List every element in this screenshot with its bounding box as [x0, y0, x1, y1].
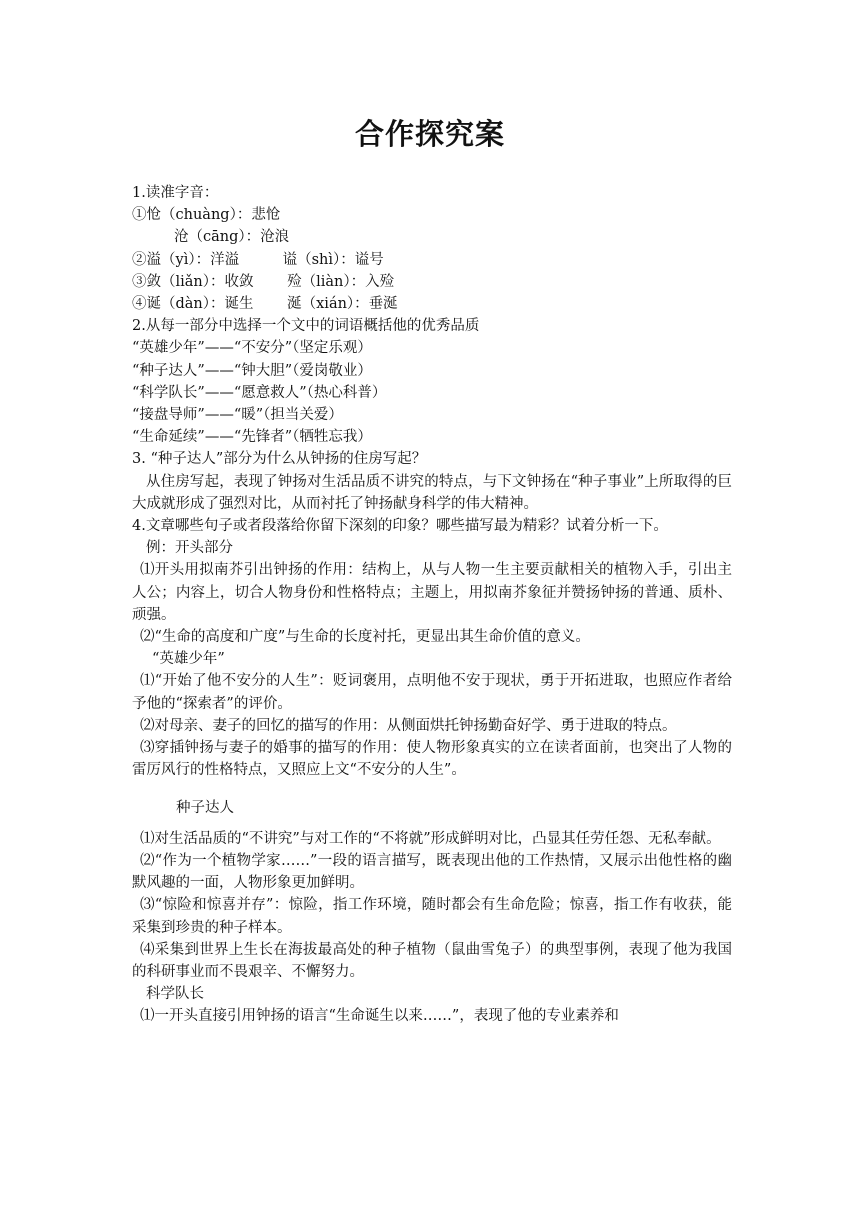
quality-line: “种子达人”——“钟大胆”（爱岗敬业）: [132, 362, 372, 379]
pronunciation-line: ④诞（dàn）：诞生 涎（xián）：垂涎: [132, 296, 398, 313]
analysis-item: ⑷采集到世界上生长在海拔最高处的种子植物（鼠曲雪兔子）的典型事例，表现了他为我国的科研事业而不畏艰辛、不懈努力。: [132, 941, 732, 980]
pronunciation-line: ①怆（chuàng）：悲怆: [132, 207, 281, 224]
quality-line: “生命延续”——“先锋者”（牺牲忘我）: [132, 429, 372, 446]
document-body: [132, 182, 732, 1028]
question-3-heading: 3. “种子达人”部分为什么从钟扬的住房写起？: [132, 451, 427, 468]
quality-line: “科学队长”——“愿意救人”（热心科普）: [132, 384, 387, 401]
pronunciation-line: 沧（cāng）：沧浪: [174, 229, 290, 246]
section-label-science: 科学队长: [146, 986, 204, 1003]
quality-line: “接盘导师”——“暖”（担当关爱）: [132, 407, 343, 424]
question-4-heading: 4.文章哪些句子或者段落给你留下深刻的印象？哪些描写最为精彩？试着分析一下。: [132, 518, 668, 535]
question-1-heading: 1.读准字音：: [132, 185, 219, 201]
pronunciation-line: ③敛（liǎn）：收敛 殓（liàn）：入殓: [132, 273, 395, 290]
pronunciation-line: ②溢（yì）：洋溢 谥（shì）：谥号: [132, 251, 384, 268]
analysis-item: ⑶“惊险和惊喜并存”：惊险，指工作环境，随时都会有生命危险；惊喜，指工作有收获，能采集到珍贵的种子样本。: [132, 897, 732, 936]
question-3-answer: 从住房写起，表现了钟扬对生活品质不讲究的特点，与下文钟扬在“种子事业”上所取得的巨大成就形成了强烈对比，从而衬托了钟扬献身科学的伟大精神。: [132, 473, 732, 512]
analysis-item: ⑵对母亲、妻子的回忆的描写的作用：从侧面烘托钟扬勤奋好学、勇于进取的特点。: [140, 717, 677, 734]
page-title: 合作探究案: [354, 117, 505, 151]
analysis-item: ⑴一开头直接引用钟扬的语言“生命诞生以来……”，表现了他的专业素养和: [140, 1008, 619, 1025]
analysis-item: ⑴“开始了他不安分的人生”：贬词褒用，点明他不安于现状，勇于开拓进取，也照应作者给予他的“探索者”的评价。: [132, 673, 732, 712]
section-gap: [132, 820, 732, 828]
section-label-hero: “英雄少年”: [152, 651, 225, 668]
analysis-item: ⑴开头用拟南芥引出钟扬的作用：结构上，从与人物一生主要贡献相关的植物入手，引出主人公；内容上，切合人物身份和性格特点；主题上，用拟南芥象征并赞扬钟扬的普通、质朴、顽强。: [132, 562, 732, 623]
quality-line: “英雄少年”——“不安分”（坚定乐观）: [132, 340, 372, 357]
question-2-heading: 2.从每一部分中选择一个文中的词语概括他的优秀品质: [132, 318, 480, 335]
analysis-item: ⑵“作为一个植物学家……”一段的语言描写，既表现出他的工作热情，又展示出他性格的幽默风趣的一面，人物形象更加鲜明。: [132, 852, 732, 892]
analysis-item: ⑶穿插钟扬与妻子的婚事的描写的作用：使人物形象真实的立在读者面前，也突出了人物的雷厉风行的性格特点，又照应上文“不安分的人生”。: [132, 740, 732, 779]
analysis-item: ⑵“生命的高度和广度”与生命的长度衬托，更显出其生命价值的意义。: [140, 629, 590, 646]
example-label: 例：开头部分: [146, 540, 233, 557]
section-label-seed: 种子达人: [176, 800, 234, 817]
section-gap: [132, 781, 732, 797]
analysis-item: ⑴对生活品质的“不讲究”与对工作的“不将就”形成鲜明对比，凸显其任劳任怨、无私奉献。: [140, 830, 721, 847]
